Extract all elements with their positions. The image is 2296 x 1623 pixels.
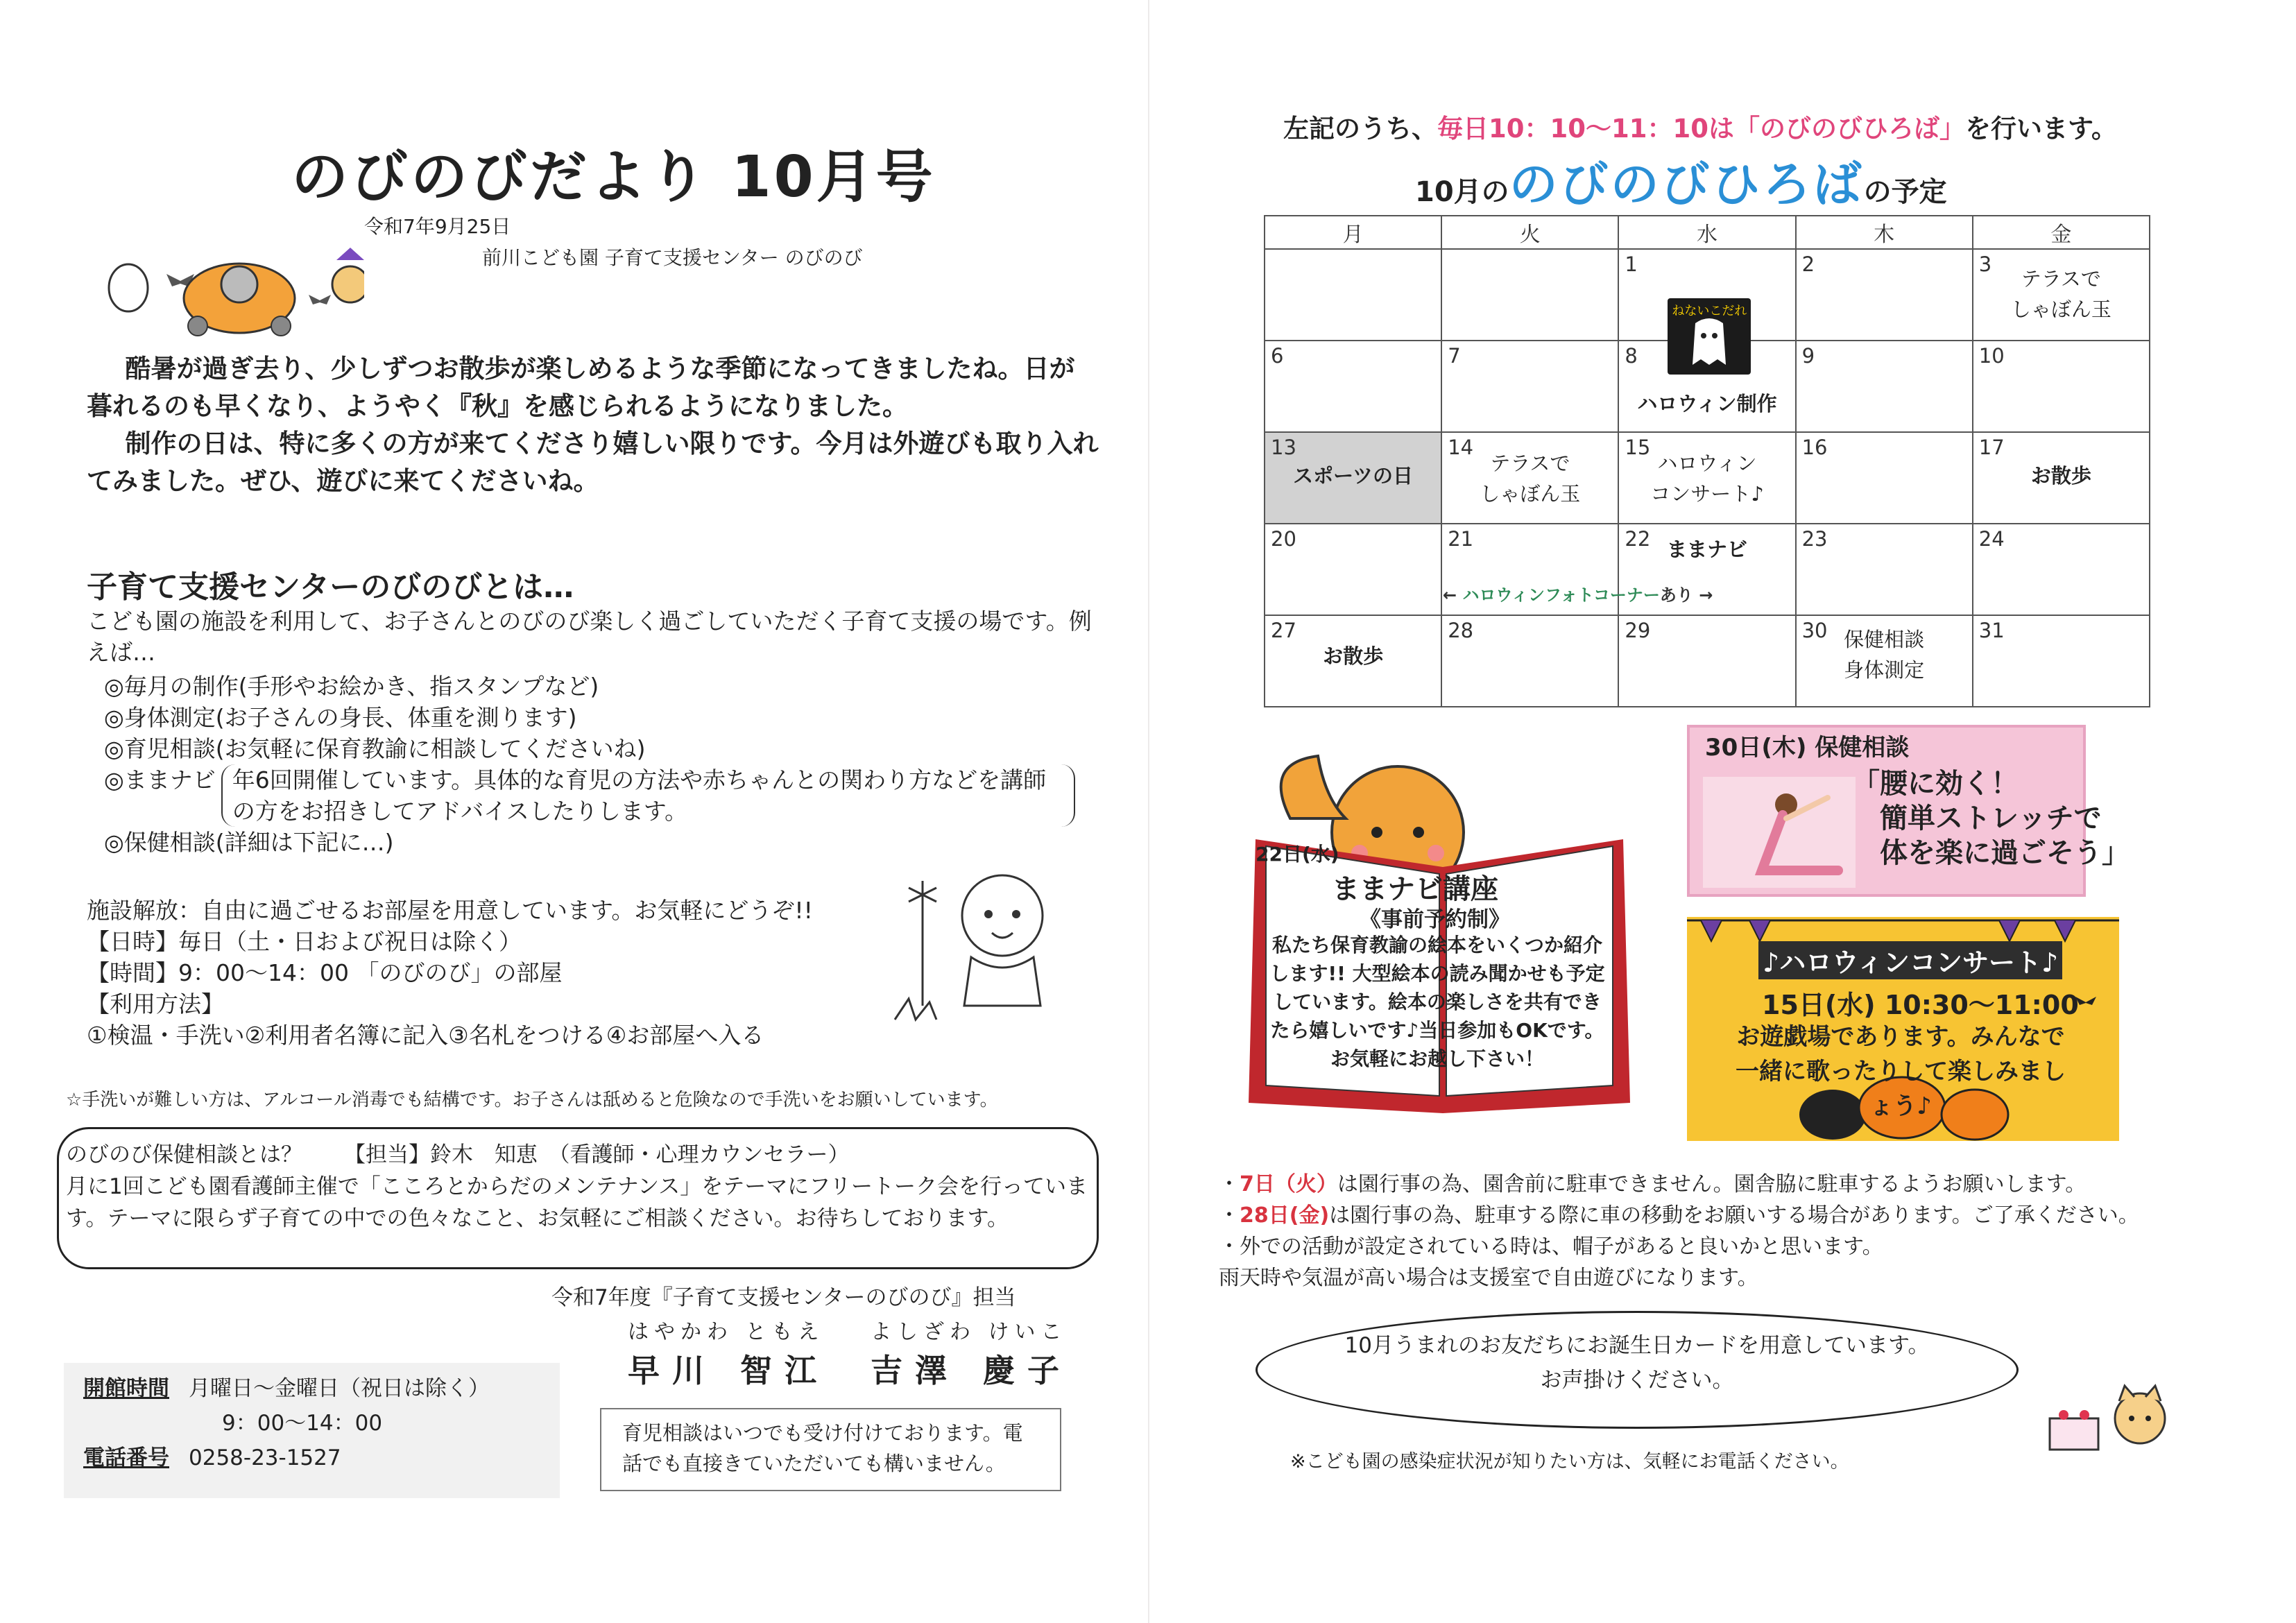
concert-time: 15日(水) 10:30～11:00	[1762, 990, 2079, 1020]
handwash-note: ☆手洗いが難しい方は、アルコール消毒でも結構です。お子さんは舐めると危険なので手洗いをお願いしています。	[66, 1090, 998, 1110]
arrow-right-icon: →	[1699, 585, 1713, 605]
mama-navi-tag: ◎ままナビ	[104, 766, 216, 793]
dragonfly-icon	[909, 881, 936, 909]
note-line: ・外での活動が設定されている時は、帽子があると良いかと思います。	[1219, 1235, 1883, 1259]
event-sports-day: スポーツの日	[1293, 464, 1414, 488]
calendar-cell-17: 17 お散歩	[1973, 432, 2150, 524]
child-face-icon	[962, 875, 1043, 956]
facility-info	[87, 895, 905, 1051]
intro-paragraph: 酷暑が過ぎ去り、少しずつお散歩が楽しめるような季節になってきましたね。日が暮れるのも早くなり、ようやく『秋』を感じられるようになりました。	[87, 354, 1075, 421]
event-text: ハロウィン	[1657, 452, 1757, 475]
daily-note-text: を行います。	[1964, 114, 2118, 144]
about-description: こども園の施設を利用して、お子さんとのびのび楽しく過ごしていただく子育て支援の場です。例えば…	[87, 608, 1092, 666]
staff-kana: はやかわ ともえ	[628, 1320, 825, 1344]
calendar-cell-14: 14 テラスで しゃぼん玉	[1441, 432, 1618, 524]
october-calendar	[1264, 215, 2150, 707]
calendar-cell-20: 20	[1265, 524, 1441, 615]
about-list	[104, 671, 1075, 858]
calendar-cell-15: 15 ハロウィン コンサート♪	[1618, 432, 1795, 524]
calendar-cell-27: 27 お散歩	[1265, 615, 1441, 707]
mama-navi-description: 年6回開催しています。具体的な育児の方法や赤ちゃんとの関わり方などを講師の方をお招きしてアドバイスしたりします。	[221, 764, 1075, 827]
calendar-cell-28: 28	[1441, 615, 1618, 707]
hours-box	[64, 1363, 560, 1498]
health-consult-box	[57, 1127, 1099, 1269]
health-text-line: 「腰に効く！	[1852, 768, 2019, 800]
calendar-title-main: のびのびひろば	[1509, 156, 1864, 213]
note-line: 雨天時や気温が高い場合は支援室で自由遊びになります。	[1219, 1266, 1758, 1290]
mama-navi-subtitle: 《事前予約制》	[1360, 907, 1510, 932]
grass-icon	[895, 999, 936, 1020]
about-heading: 子育て支援センターのびのびとは…	[87, 569, 574, 605]
daily-hiroba-note	[1283, 108, 2117, 145]
weekday-header: 木	[1796, 216, 1973, 249]
note-date: 7日（火）	[1240, 1172, 1337, 1196]
mama-navi-date: 22日(水)	[1256, 843, 1339, 866]
note-line: ・7日（火）は園行事の為、園舎前に駐車できません。園舎脇に駐車するようお願いします。	[1219, 1172, 2087, 1196]
concert-title: ♪ハロウィンコンサート♪	[1758, 941, 2062, 979]
list-item: ◎保健相談(詳細は下記に…)	[104, 829, 394, 856]
calendar-week-row	[1265, 249, 2150, 341]
calendar-cell-30: 30 保健相談 身体測定	[1796, 615, 1973, 707]
event-text: しゃぼん玉	[2010, 298, 2111, 321]
calendar-cell-6: 6	[1265, 341, 1441, 432]
list-item: ◎育児相談(お気軽に保育教諭に相談してくださいね)	[104, 735, 646, 762]
facility-line: 【利用方法】	[87, 990, 224, 1017]
event-walk: お散歩	[2030, 464, 2091, 488]
hours-label: 開館時間	[83, 1376, 169, 1401]
calendar-title	[1415, 146, 1947, 216]
calendar-week-row	[1265, 615, 2150, 707]
event-text: テラスで	[1490, 452, 1570, 475]
cake-icon	[2050, 1418, 2098, 1450]
event-text: コンサート♪	[1650, 482, 1764, 506]
mama-navi-body: 私たち保育教諭の絵本をいくつか紹介します!! 大型絵本の読み聞かせも予定しています。絵本の楽しさを共有できたら嬉しいです♪当日参加もOKです。お気軽にお越し下さい！	[1269, 934, 1605, 1070]
calendar-cell-16: 16	[1796, 432, 1973, 524]
calendar-cell-23: 23	[1796, 524, 1973, 615]
calendar-cell-7: 7	[1441, 341, 1618, 432]
calendar-cell-8: 8 ハロウィン制作	[1618, 341, 1795, 432]
staff-name: 吉澤 慶子	[871, 1352, 1072, 1389]
parking-notes	[1219, 1169, 2280, 1294]
phone-number[interactable]: 0258-23-1527	[189, 1445, 341, 1470]
health-text-line: 簡単ストレッチで	[1880, 802, 2102, 834]
bat-icon	[309, 295, 331, 304]
event-text: 保健相談	[1844, 628, 1925, 651]
weekday-header: 金	[1973, 216, 2150, 249]
event-text: テラスで	[2021, 267, 2101, 291]
calendar-cell-24: 24	[1973, 524, 2150, 615]
calendar-cell-1: 1 ねないこだれ	[1618, 249, 1795, 341]
weekday-header: 月	[1265, 216, 1441, 249]
cake-cat-illustration	[2043, 1384, 2178, 1463]
health-event-text	[1852, 766, 2130, 870]
facility-line: 【日時】毎日（土・日および祝日は除く）	[87, 928, 522, 955]
book-label: ねないこだれ	[1672, 304, 1747, 318]
calendar-cell-29: 29	[1618, 615, 1795, 707]
facility-line: 【時間】9：00～14：00 「のびのび」の部屋	[87, 959, 563, 986]
calendar-cell-9: 9	[1796, 341, 1973, 432]
phone-label: 電話番号	[83, 1445, 169, 1470]
facility-line: ①検温・手洗い②利用者名簿に記入③名札をつける④お部屋へ入る	[87, 1022, 764, 1049]
child-dragonfly-illustration	[881, 860, 1089, 1033]
consult-body: 月に1回こども園看護師主催で「こころとからだのメンテナンス」をテーマにフリートーク会を行っています。テーマに限らず子育ての中での色々なこと、お気軽にご相談ください。お待ちしております。	[66, 1174, 1088, 1231]
event-concert	[1619, 448, 1794, 509]
staff-name: 早川 智江	[628, 1352, 830, 1389]
calendar-cell-10: 10	[1973, 341, 2150, 432]
health-event-heading: 30日(木) 保健相談	[1705, 734, 1910, 762]
witch-hat-icon	[336, 248, 364, 260]
photo-corner-suffix: あり	[1659, 585, 1693, 605]
note-text: は園行事の為、園舎前に駐車できません。園舎脇に駐車するようお願いします。	[1337, 1172, 2087, 1196]
weekday-header: 火	[1441, 216, 1618, 249]
health-text-line: 体を楽に過ごそう」	[1880, 837, 2130, 869]
infection-note: ※こども園の感染症状況が知りたい方は、気軽にお電話ください。	[1290, 1451, 1849, 1472]
event-soap	[1442, 448, 1618, 509]
calendar-title-post: の予定	[1863, 176, 1947, 208]
event-soap	[1973, 264, 2149, 325]
calendar-cell-22: 22 ままナビ	[1618, 524, 1795, 615]
consult-staff: 【担当】鈴木 知恵 （看護師・心理カウンセラー）	[344, 1142, 850, 1167]
event-text: しゃぼん玉	[1480, 482, 1581, 506]
calendar-week-row	[1265, 432, 2150, 524]
calendar-cell-3: 3 テラスで しゃぼん玉	[1973, 249, 2150, 341]
birthday-bubble	[1256, 1311, 2019, 1429]
birthday-text: お声掛けください。	[1540, 1368, 1734, 1393]
note-line: ・28日(金)は園行事の為、駐車する際に車の移動をお願いする場合があります。ご了承ください。	[1219, 1203, 2139, 1228]
daily-note-highlight: 毎日10：10～11：10は「のびのびひろば」	[1437, 114, 1965, 144]
event-walk: お散歩	[1323, 644, 1384, 668]
event-text: 身体測定	[1844, 658, 1925, 682]
event-mama-navi: ままナビ	[1666, 538, 1747, 561]
calendar-cell-2: 2	[1796, 249, 1973, 341]
calendar-title-pre: 10月の	[1415, 176, 1509, 208]
calendar-cell-empty	[1265, 249, 1441, 341]
phone-note-box: 育児相談はいつでも受け付けております。電話でも直接きていただいても構いません。	[600, 1408, 1061, 1491]
stretching-woman-illustration	[1703, 777, 1856, 888]
concert-body: お遊戯場であります。みんなで一緒に歌ったりして楽しみましょう♪	[1736, 1023, 2066, 1120]
consult-title: のびのび保健相談とは？	[66, 1142, 302, 1167]
cat-icon	[2115, 1393, 2165, 1443]
issue-date: 令和7年9月25日	[364, 215, 511, 238]
list-item: ◎毎月の制作(手形やお絵かき、指スタンプなど)	[104, 673, 599, 700]
halloween-illustration	[101, 246, 364, 336]
intro-paragraph: 制作の日は、特に多くの方が来てくださり嬉しい限りです。今月は外遊びも取り入れてみました。ぜひ、遊びに来てくださいね。	[87, 429, 1099, 496]
arrow-left-icon: ←	[1443, 585, 1457, 605]
staff-kana: よしざわ けいこ	[871, 1320, 1068, 1344]
weekday-header: 水	[1618, 216, 1795, 249]
birthday-text: 10月うまれのお友だちにお誕生日カードを用意しています。	[1344, 1333, 1930, 1358]
hours-days: 月曜日～金曜日（祝日は除く）	[189, 1376, 490, 1401]
note-date: 28日(金)	[1240, 1203, 1330, 1228]
list-item: ◎身体測定(お子さんの身長、体重を測ります)	[104, 704, 577, 731]
hours-time: 9：00～14：00	[222, 1411, 383, 1436]
note-text: は園行事の為、駐車する際に車の移動をお願いする場合があります。ご了承ください。	[1329, 1203, 2139, 1228]
organization-name: 前川こども園 子育て支援センター のびのび	[482, 246, 863, 269]
newsletter-title: のびのびだより 10月号	[291, 144, 936, 210]
calendar-week-row	[1265, 341, 2150, 432]
photo-corner-banner	[1443, 581, 1713, 606]
daily-note-text: 左記のうち、	[1283, 114, 1437, 144]
calendar-cell-21: 21	[1441, 524, 1618, 615]
calendar-cell-empty	[1441, 249, 1618, 341]
calendar-cell-13: 13 スポーツの日	[1265, 432, 1441, 524]
staff-caption: 令和7年度『子育て支援センターのびのび』担当	[551, 1285, 1016, 1310]
event-halloween-craft: ハロウィン制作	[1637, 392, 1777, 415]
ghost-icon	[109, 264, 148, 311]
calendar-cell-31: 31	[1973, 615, 2150, 707]
photo-corner-label: ハロウィンフォトコーナー	[1462, 585, 1660, 605]
intro-text	[87, 350, 1099, 500]
calendar-header-row	[1265, 216, 2150, 249]
list-item-mama-navi	[104, 764, 1075, 827]
witch-bear-icon	[332, 266, 364, 302]
mama-navi-title: ままナビ講座	[1332, 873, 1498, 905]
page-divider	[1148, 0, 1149, 1623]
event-health	[1797, 624, 1972, 685]
facility-line: 施設解放：自由に過ごせるお部屋を用意しています。お気軽にどうぞ!!	[87, 897, 813, 924]
